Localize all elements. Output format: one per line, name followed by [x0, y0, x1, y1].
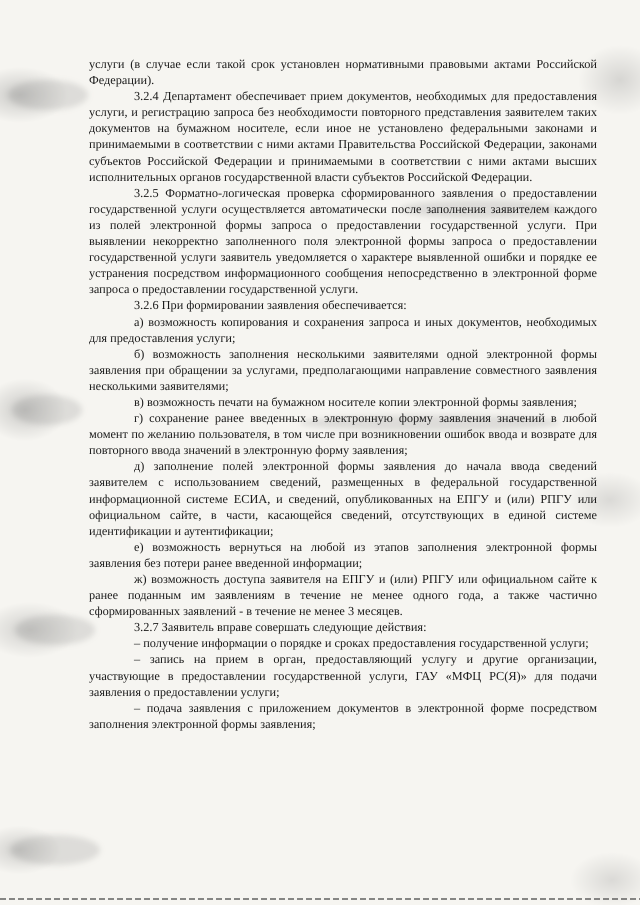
list-item-d: д) заполнение полей электронной формы заявления до начала ввода сведений заявителем с использованием сведений, размещенных в федеральной государственной информационной системе ЕСИА, и сведений, опубликованных на ЕПГУ и (или) РПГУ или официальном сайте, в части, касающейся сведений, отсутствующих в единой системе идентификации и аутентификации; — [89, 459, 597, 538]
paragraph-3-2-5: 3.2.5 Форматно-логическая проверка сформированного заявления о предоставлении государственной услуги осуществляется автоматически после заполнения заявителем каждого из полей электронной формы запроса о предоставлении государственной услуги. При выявлении некорректно заполненного поля электронной формы запроса о предоставлении государственной услуги заявитель уведомляется о характере выявленной ошибки и порядке ее устранения посредством информационного сообщения непосредственно в электронной форме запроса о предоставлении государственной услуги. — [89, 185, 597, 297]
dash-item-submission: – подача заявления с приложением документов в электронной форме посредством заполнения электронной формы заявления; — [89, 700, 597, 731]
paragraph-continuation: услуги (в случае если такой срок установлен нормативными правовыми актами Российской Федерации). — [89, 57, 597, 88]
list-item-b: б) возможность заполнения несколькими заявителями одной электронной формы заявления при обращении за услугами, предполагающими направление совместного заявления несколькими заявителями; — [89, 346, 597, 393]
paragraph-3-2-4: 3.2.4 Департамент обеспечивает прием документов, необходимых для предоставления услуги, и регистрацию запроса без необходимости повторного представления заявителем таких документов на бумажном носителе, если иное не установлено федеральными законами и принимаемыми в соответствии с ними актами Правительства Российской Федерации, законами субъектов Российской Федерации и принимаемыми в соответствии с ними актами высших исполнительных органов государственной власти субъектов Российской Федерации. — [89, 89, 597, 184]
dash-item-info: – получение информации о порядке и сроках предоставления государственной услуги; — [134, 636, 589, 651]
scan-smudge — [12, 395, 82, 425]
list-item-zh: ж) возможность доступа заявителя на ЕПГУ и (или) РПГУ или официальном сайте к ранее поданным им заявлениям в течение не менее одного года, а также частично сформированных заявлений - в течение не менее 3 месяцев. — [89, 572, 597, 619]
list-item-e: е) возможность вернуться на любой из этапов заполнения электронной формы заявления без потери ранее введенной информации; — [89, 539, 597, 570]
document-body — [89, 56, 597, 732]
paragraph-3-2-7: 3.2.7 Заявитель вправе совершать следующие действия: — [134, 620, 427, 635]
list-item-v: в) возможность печати на бумажном носителе копии электронной формы заявления; — [134, 394, 577, 409]
scan-smudge — [10, 835, 100, 865]
list-item-g: г) сохранение ранее введенных в электронную форму заявления значений в любой момент по желанию пользователя, в том числе при возникновении ошибок ввода и возврате для повторного ввода значений в электронную форму заявления; — [89, 411, 597, 458]
scan-edge-line — [0, 898, 640, 900]
paragraph-3-2-6: 3.2.6 При формировании заявления обеспечивается: — [134, 298, 407, 313]
list-item-a: а) возможность копирования и сохранения запроса и иных документов, необходимых для предоставления услуги; — [89, 314, 597, 345]
dash-item-appointment: – запись на прием в орган, предоставляющий услугу и другие организации, участвующие в предоставлении государственной услуги, ГАУ «МФЦ РС(Я)» для подачи заявления о предоставлении услуги; — [89, 652, 597, 699]
scan-smudge — [8, 80, 88, 110]
scan-smudge — [15, 615, 95, 645]
